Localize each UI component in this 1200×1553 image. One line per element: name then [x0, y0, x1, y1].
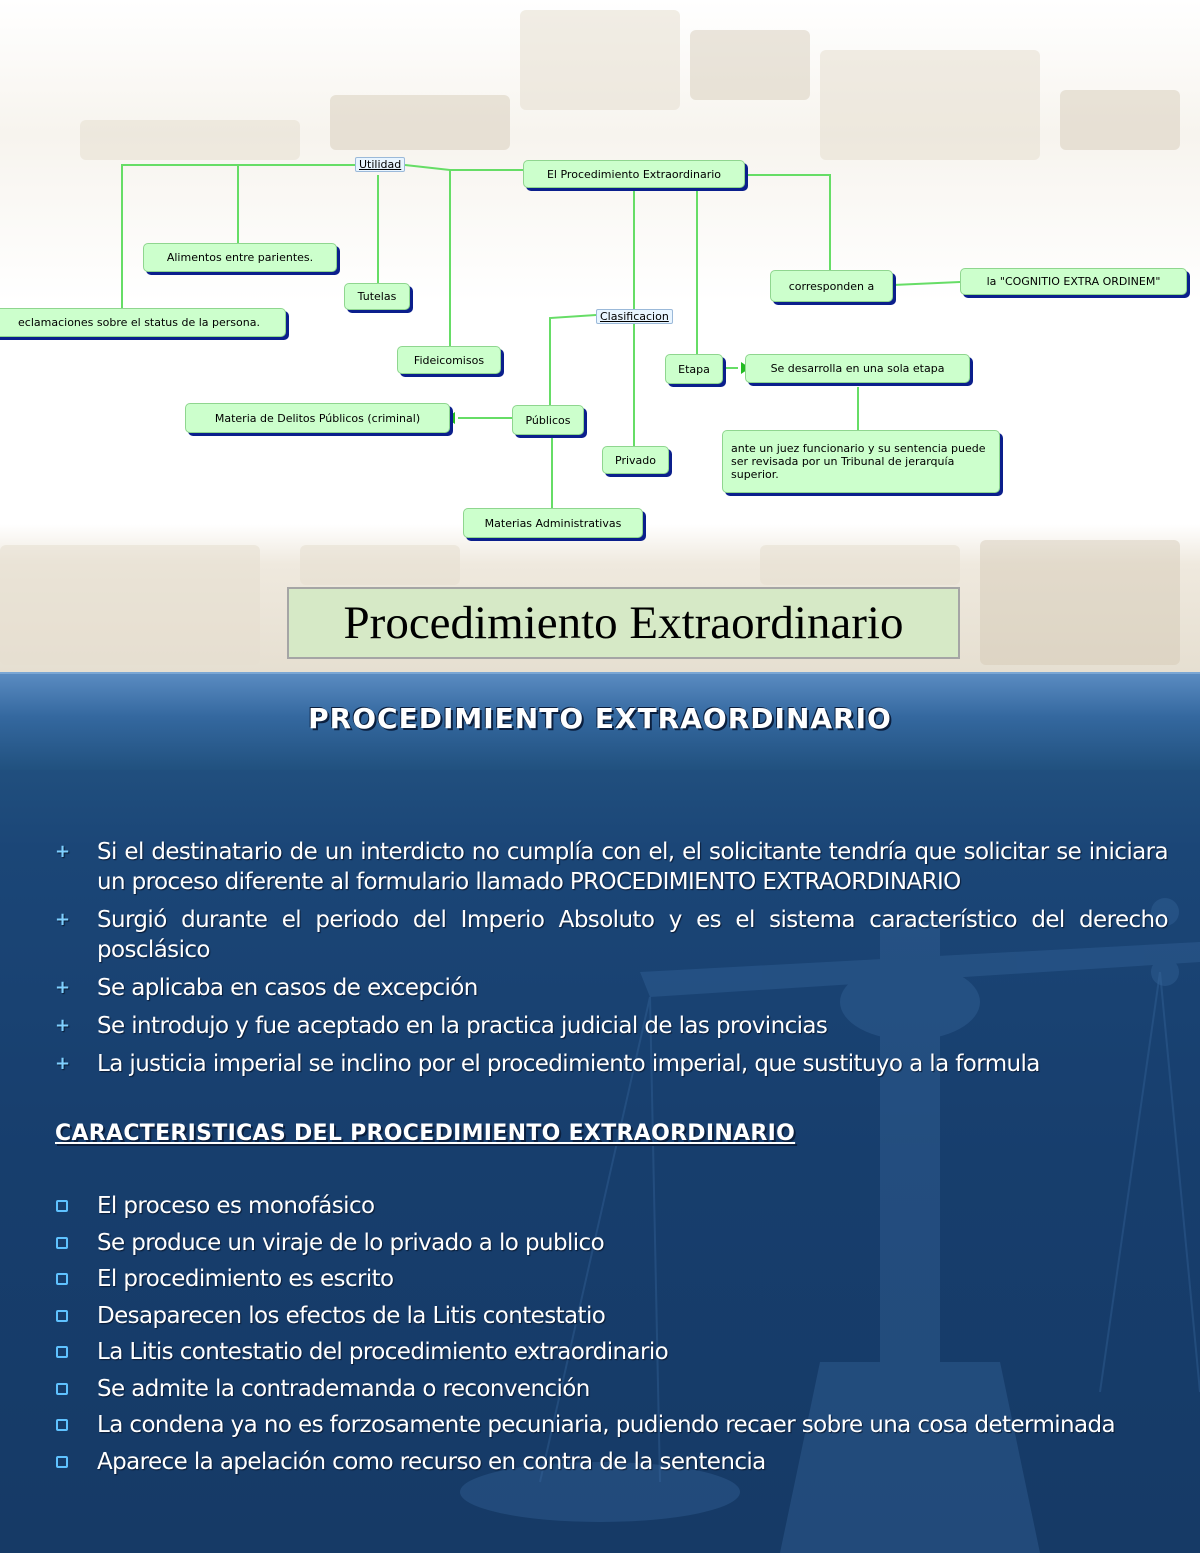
feature-text: Desaparecen los efectos de la Litis contestatio	[97, 1302, 606, 1329]
connector-line	[893, 282, 960, 285]
features-heading: CARACTERISTICAS DEL PROCEDIMIENTO EXTRAORDINARIO	[55, 1121, 796, 1146]
feature-item	[55, 1228, 1168, 1258]
slide-title: Procedimiento Extraordinario	[287, 587, 960, 659]
node-privado: Privado	[602, 446, 669, 474]
feature-item	[55, 1337, 1168, 1367]
intro-text: Surgió durante el periodo del Imperio Absoluto y es el sistema característico del derecho posclásico	[97, 907, 1168, 963]
square-bullet-icon	[56, 1310, 68, 1322]
root-node: El Procedimiento Extraordinario	[523, 160, 745, 188]
intro-item	[55, 837, 1168, 897]
intro-text: Se aplicaba en casos de excepción	[97, 975, 478, 1001]
node-fideicomisos: Fideicomisos	[397, 346, 501, 374]
node-tutelas: Tutelas	[344, 283, 410, 310]
link-label-utilidad: Utilidad	[355, 157, 405, 172]
feature-text: Se produce un viraje de lo privado a lo publico	[97, 1229, 605, 1256]
feature-text: Aparece la apelación como recurso en contra de la sentencia	[97, 1448, 766, 1475]
connector-line	[550, 315, 596, 408]
node-reclamaciones: eclamaciones sobre el status de la persona.	[0, 308, 286, 337]
square-bullet-icon	[56, 1419, 68, 1431]
square-bullet-icon	[56, 1200, 68, 1212]
link-label-clasificacion: Clasificacion	[596, 309, 673, 324]
node-administrativas: Materias Administrativas	[463, 508, 643, 538]
square-bullet-icon	[56, 1383, 68, 1395]
square-bullet-icon	[56, 1346, 68, 1358]
feature-text: Se admite la contrademanda o reconvención	[97, 1375, 590, 1402]
intro-item	[55, 905, 1168, 965]
plus-star-icon: +	[55, 1053, 70, 1074]
connector-line	[405, 165, 523, 170]
feature-text: El proceso es monofásico	[97, 1193, 375, 1219]
connector-line	[745, 175, 830, 270]
plus-star-icon: +	[55, 909, 70, 930]
concept-map-slide	[0, 0, 1200, 672]
intro-text: Si el destinatario de un interdicto no cumplía con el, el solicitante tendría que solicitar se iniciara un proceso diferente al formulario llamado PROCEDIMIENTO EXTRAORDINARIO	[97, 839, 1168, 895]
intro-item	[55, 973, 1168, 1003]
section-title: PROCEDIMIENTO EXTRAORDINARIO	[308, 702, 892, 735]
node-corresponden: corresponden a	[770, 270, 893, 302]
intro-text: La justicia imperial se inclino por el procedimiento imperial, que sustituyo a la formula	[97, 1051, 1040, 1077]
plus-star-icon: +	[55, 1015, 70, 1036]
feature-text: El procedimiento es escrito	[97, 1266, 394, 1292]
plus-star-icon: +	[55, 841, 70, 862]
node-juez: ante un juez funcionario y su sentencia puede ser revisada por un Tribunal de jerarquía superior.	[722, 430, 1000, 493]
intro-text: Se introdujo y fue aceptado en la practica judicial de las provincias	[97, 1013, 828, 1039]
node-publicos: Públicos	[512, 405, 584, 435]
plus-star-icon: +	[55, 977, 70, 998]
node-una-etapa: Se desarrolla en una sola etapa	[745, 354, 970, 383]
node-etapa: Etapa	[665, 354, 723, 384]
node-cognitio: la "COGNITIO EXTRA ORDINEM"	[960, 268, 1187, 295]
intro-list	[55, 837, 1168, 1087]
feature-item	[55, 1301, 1168, 1331]
feature-item	[55, 1447, 1168, 1477]
feature-text: La condena ya no es forzosamente pecuniaria, pudiendo recaer sobre una cosa determinada	[97, 1412, 1116, 1438]
square-bullet-icon	[56, 1237, 68, 1249]
node-alimentos: Alimentos entre parientes.	[143, 243, 337, 272]
feature-item	[55, 1264, 1168, 1294]
intro-item	[55, 1011, 1168, 1041]
intro-item	[55, 1049, 1168, 1079]
feature-text: La Litis contestatio del procedimiento extraordinario	[97, 1339, 669, 1365]
feature-item	[55, 1191, 1168, 1221]
feature-item	[55, 1374, 1168, 1404]
node-delitos: Materia de Delitos Públicos (criminal)	[185, 403, 450, 433]
square-bullet-icon	[56, 1456, 68, 1468]
feature-item	[55, 1410, 1168, 1440]
features-list	[55, 1191, 1168, 1483]
square-bullet-icon	[56, 1273, 68, 1285]
info-slide	[0, 672, 1200, 1553]
